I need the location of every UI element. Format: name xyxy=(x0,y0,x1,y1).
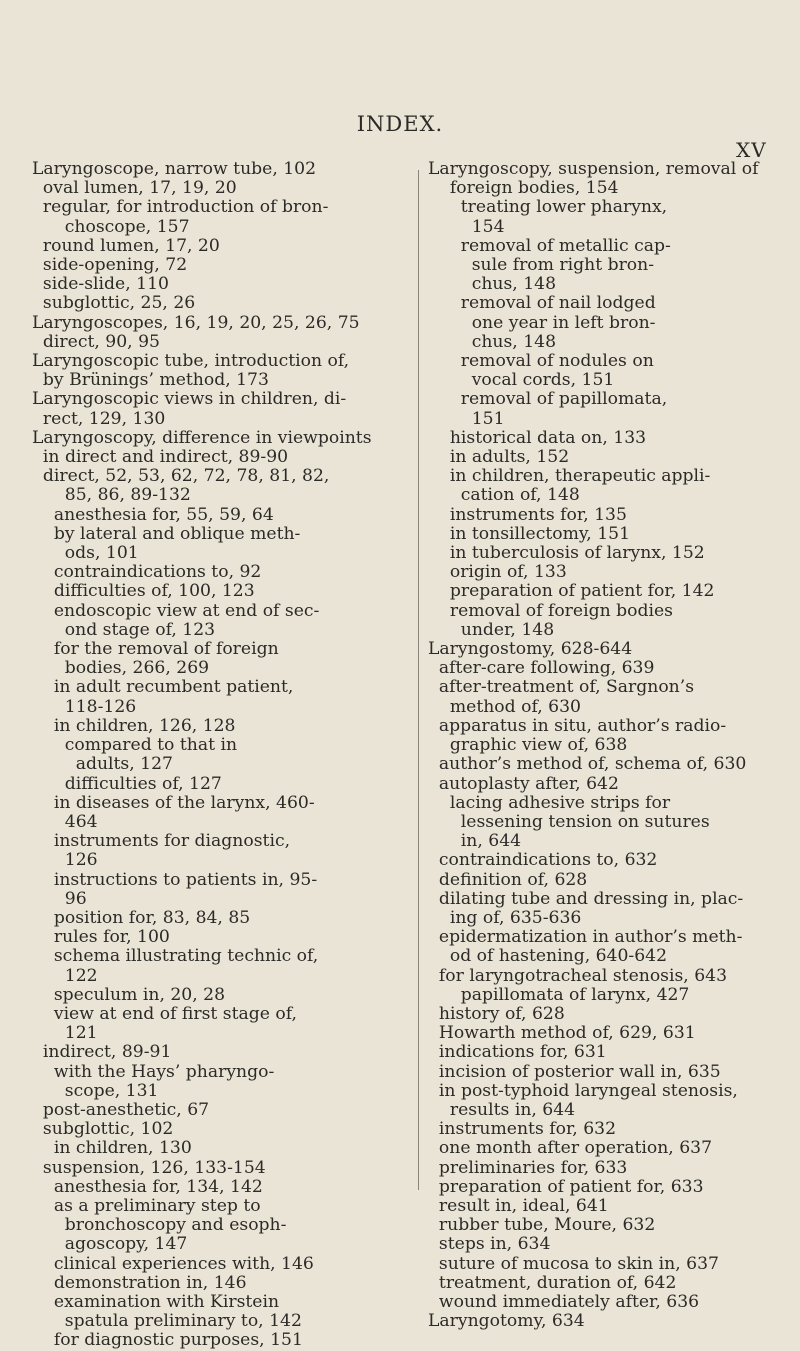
index-entry: definition of, 628 xyxy=(428,869,588,890)
index-entry: as a preliminary step to xyxy=(32,1195,261,1216)
index-entry: in adults, 152 xyxy=(428,447,570,468)
index-entry: direct, 52, 53, 62, 72, 78, 81, 82, xyxy=(32,466,330,487)
index-entry: chus, 148 xyxy=(428,331,557,352)
index-entry: anesthesia for, 55, 59, 64 xyxy=(32,504,274,525)
index-entry: compared to that in xyxy=(32,735,238,756)
index-entry: suspension, 126, 133-154 xyxy=(32,1157,266,1178)
index-entry: rect, 129, 130 xyxy=(32,408,166,429)
index-entry: historical data on, 133 xyxy=(428,427,647,448)
index-entry: choscope, 157 xyxy=(32,216,190,237)
index-entry: in tuberculosis of larynx, 152 xyxy=(428,543,705,564)
index-entry: 126 xyxy=(32,850,98,871)
index-entry: removal of metallic cap- xyxy=(428,235,671,256)
index-entry: contraindications to, 632 xyxy=(428,850,658,871)
index-entry: speculum in, 20, 28 xyxy=(32,984,226,1005)
index-entry: preliminaries for, 633 xyxy=(428,1157,628,1178)
index-entry: autoplasty after, 642 xyxy=(428,773,619,794)
column-divider xyxy=(418,170,419,1190)
index-entry: incision of posterior wall in, 635 xyxy=(428,1061,721,1082)
index-column-right xyxy=(428,160,778,1331)
index-entry: 154 xyxy=(428,216,505,237)
index-entry: removal of papillomata, xyxy=(428,389,668,410)
index-entry: Laryngoscopic views in children, di- xyxy=(32,389,347,410)
index-entry: difficulties of, 100, 123 xyxy=(32,581,255,602)
index-entry: foreign bodies, 154 xyxy=(428,178,619,199)
index-entry: removal of nodules on xyxy=(428,351,654,372)
index-entry: removal of nail lodged xyxy=(428,293,656,314)
index-entry: od of hastening, 640-642 xyxy=(428,946,668,967)
index-entry: treatment, duration of, 642 xyxy=(428,1272,677,1293)
index-entry: preparation of patient for, 142 xyxy=(428,581,715,602)
index-entry: by Brünings’ method, 173 xyxy=(32,370,269,391)
index-entry: Laryngostomy, 628-644 xyxy=(428,639,633,660)
index-entry: in children, 130 xyxy=(32,1138,192,1159)
index-entry: side-opening, 72 xyxy=(32,255,188,276)
index-entry: Laryngoscope, narrow tube, 102 xyxy=(32,159,317,179)
index-entry: schema illustrating technic of, xyxy=(32,946,319,967)
index-entry: instruments for, 632 xyxy=(428,1119,617,1140)
page-title: INDEX. xyxy=(356,112,444,136)
index-entry: in diseases of the larynx, 460- xyxy=(32,792,315,813)
index-entry: difficulties of, 127 xyxy=(32,773,222,794)
index-entry: bronchoscopy and esoph- xyxy=(32,1215,287,1236)
index-entry: under, 148 xyxy=(428,619,555,640)
index-entry: view at end of first stage of, xyxy=(32,1003,297,1024)
index-entry: subglottic, 102 xyxy=(32,1119,174,1140)
index-entry: chus, 148 xyxy=(428,274,557,295)
index-entry: suture of mucosa to skin in, 637 xyxy=(428,1253,719,1274)
index-entry: in tonsillectomy, 151 xyxy=(428,523,631,544)
index-entry: ing of, 635-636 xyxy=(428,907,582,928)
index-entry: removal of foreign bodies xyxy=(428,600,673,621)
index-entry: scope, 131 xyxy=(32,1080,159,1101)
index-entry: Laryngoscopy, suspension, removal of xyxy=(428,159,759,179)
index-entry: 464 xyxy=(32,811,98,832)
index-entry: Laryngotomy, 634 xyxy=(428,1311,585,1332)
index-entry: origin of, 133 xyxy=(428,562,567,583)
index-entry: after-treatment of, Sargnon’s xyxy=(428,677,695,698)
index-entry: ond stage of, 123 xyxy=(32,619,216,640)
index-entry: spatula preliminary to, 142 xyxy=(32,1311,302,1332)
index-entry: epidermatization in author’s meth- xyxy=(428,927,743,948)
index-entry: method of, 630 xyxy=(428,696,581,717)
index-entry: direct, 90, 95 xyxy=(32,331,160,352)
index-entry: clinical experiences with, 146 xyxy=(32,1253,314,1274)
index-entry: history of, 628 xyxy=(428,1003,565,1024)
index-entry: examination with Kirstein xyxy=(32,1291,280,1312)
index-entry: adults, 127 xyxy=(32,754,173,775)
index-entry: contraindications to, 92 xyxy=(32,562,262,583)
index-entry: indications for, 631 xyxy=(428,1042,607,1063)
index-entry: vocal cords, 151 xyxy=(428,370,615,391)
index-entry: results in, 644 xyxy=(428,1099,576,1120)
index-entry: instructions to patients in, 95- xyxy=(32,869,318,890)
index-entry: for diagnostic purposes, 151 xyxy=(32,1330,303,1351)
index-entry: 118-126 xyxy=(32,696,137,717)
index-entry: oval lumen, 17, 19, 20 xyxy=(32,178,237,199)
index-entry: one year in left bron- xyxy=(428,312,656,333)
index-entry: position for, 83, 84, 85 xyxy=(32,907,251,928)
index-entry: graphic view of, 638 xyxy=(428,735,628,756)
index-entry: lessening tension on sutures xyxy=(428,811,710,832)
index-entry: rules for, 100 xyxy=(32,927,170,948)
index-entry: rubber tube, Moure, 632 xyxy=(428,1215,656,1236)
index-entry: sule from right bron- xyxy=(428,255,655,276)
index-entry: dilating tube and dressing in, plac- xyxy=(428,888,744,909)
index-entry: wound immediately after, 636 xyxy=(428,1291,700,1312)
index-entry: Laryngoscopic tube, introduction of, xyxy=(32,351,350,372)
index-entry: Laryngoscopes, 16, 19, 20, 25, 26, 75 xyxy=(32,312,360,333)
index-entry: Howarth method of, 629, 631 xyxy=(428,1023,696,1044)
index-entry: ods, 101 xyxy=(32,543,139,564)
index-entry: steps in, 634 xyxy=(428,1234,551,1255)
index-entry: in children, therapeutic appli- xyxy=(428,466,711,487)
index-entry: in direct and indirect, 89-90 xyxy=(32,447,289,468)
index-entry: subglottic, 25, 26 xyxy=(32,293,196,314)
index-entry: in children, 126, 128 xyxy=(32,715,236,736)
index-entry: post-anesthetic, 67 xyxy=(32,1099,210,1120)
index-entry: anesthesia for, 134, 142 xyxy=(32,1176,263,1197)
index-column-left xyxy=(32,160,422,1351)
index-entry: in, 644 xyxy=(428,831,522,852)
index-entry: indirect, 89-91 xyxy=(32,1042,172,1063)
index-entry: instruments for, 135 xyxy=(428,504,627,525)
index-entry: side-slide, 110 xyxy=(32,274,169,295)
index-entry: demonstration in, 146 xyxy=(32,1272,247,1293)
index-entry: for the removal of foreign xyxy=(32,639,279,660)
index-entry: Laryngoscopy, difference in viewpoints xyxy=(32,427,372,448)
index-entry: by lateral and oblique meth- xyxy=(32,523,301,544)
index-entry: regular, for introduction of bron- xyxy=(32,197,329,218)
index-entry: result in, ideal, 641 xyxy=(428,1195,609,1216)
index-entry: cation of, 148 xyxy=(428,485,580,506)
index-entry: with the Hays’ pharyngo- xyxy=(32,1061,275,1082)
index-entry: 121 xyxy=(32,1023,98,1044)
index-entry: 151 xyxy=(428,408,505,429)
index-entry: author’s method of, schema of, 630 xyxy=(428,754,747,775)
index-entry: bodies, 266, 269 xyxy=(32,658,210,679)
index-entry: agoscopy, 147 xyxy=(32,1234,188,1255)
index-entry: endoscopic view at end of sec- xyxy=(32,600,320,621)
page-number: XV xyxy=(736,138,767,162)
index-entry: in adult recumbent patient, xyxy=(32,677,294,698)
index-entry: apparatus in situ, author’s radio- xyxy=(428,715,727,736)
index-entry: preparation of patient for, 633 xyxy=(428,1176,704,1197)
index-entry: 96 xyxy=(32,888,87,909)
index-entry: papillomata of larynx, 427 xyxy=(428,984,690,1005)
index-entry: 122 xyxy=(32,965,98,986)
index-entry: after-care following, 639 xyxy=(428,658,655,679)
index-entry: for laryngotracheal stenosis, 643 xyxy=(428,965,728,986)
index-entry: one month after operation, 637 xyxy=(428,1138,713,1159)
index-entry: lacing adhesive strips for xyxy=(428,792,671,813)
index-entry: instruments for diagnostic, xyxy=(32,831,291,852)
index-entry: round lumen, 17, 20 xyxy=(32,235,220,256)
index-entry: in post-typhoid laryngeal stenosis, xyxy=(428,1080,738,1101)
index-entry: 85, 86, 89-132 xyxy=(32,485,191,506)
index-entry: treating lower pharynx, xyxy=(428,197,668,218)
